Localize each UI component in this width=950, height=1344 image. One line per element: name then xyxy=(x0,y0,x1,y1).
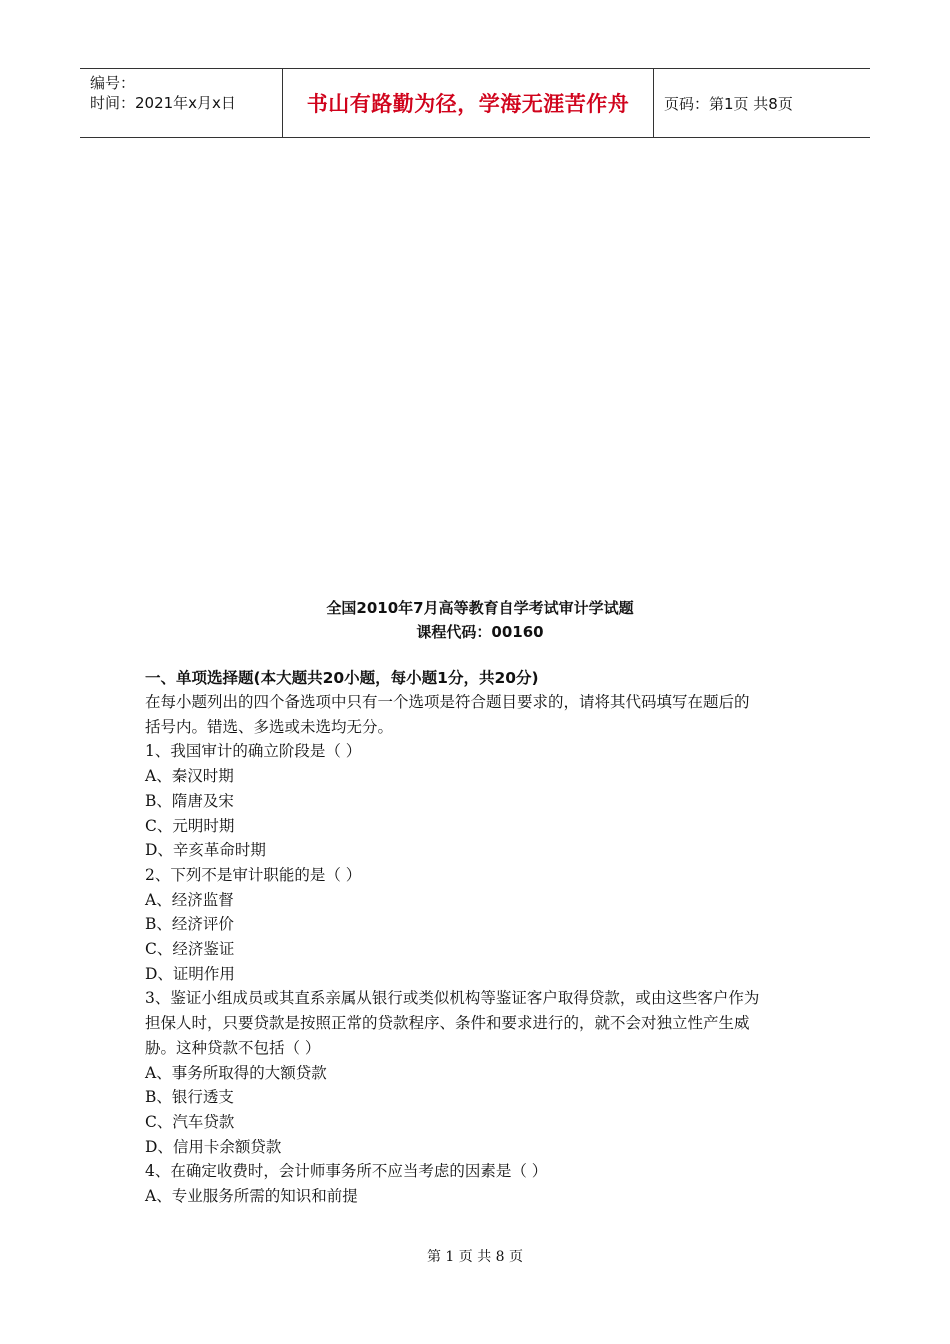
exam-title: 全国2010年7月高等教育自学考试审计学试题 xyxy=(326,599,634,617)
section-heading: 一、单项选择题(本大题共20小题，每小题1分，共20分) xyxy=(145,669,539,687)
page-footer xyxy=(0,1246,950,1266)
question-1-option-d: D、辛亥革命时期 xyxy=(145,841,266,860)
instruction-line: 在每小题列出的四个备选项中只有一个选项是符合题目要求的，请将其代码填写在题后的 xyxy=(145,693,750,711)
question-3-option-c: C、汽车贷款 xyxy=(145,1112,235,1131)
question-1-option-a: A、秦汉时期 xyxy=(145,767,234,786)
question-2-option-c: C、经济鉴证 xyxy=(145,940,235,959)
question-4-stem: 4、在确定收费时，会计师事务所不应当考虑的因素是（ ） xyxy=(145,1162,548,1181)
instruction-line: 括号内。错选、多选或未选均无分。 xyxy=(145,717,394,736)
question-2-stem: 2、下列不是审计职能的是（ ） xyxy=(145,865,362,884)
document-date: 时间：2021年x月x日 xyxy=(90,94,236,112)
question-2-option-d: D、证明作用 xyxy=(145,964,235,983)
document-body xyxy=(145,596,815,1209)
question-3-stem-line: 胁。这种贷款不包括（ ） xyxy=(145,1038,321,1057)
question-1-stem: 1、我国审计的确立阶段是（ ） xyxy=(145,742,362,761)
question-3-option-d: D、信用卡余额贷款 xyxy=(145,1137,282,1156)
question-1-option-b: B、隋唐及宋 xyxy=(145,791,234,810)
question-3-stem-line: 3、鉴证小组成员或其直系亲属从银行或类似机构等鉴证客户取得贷款，或由这些客户作为 xyxy=(145,989,760,1008)
question-3-option-a: A、事务所取得的大额贷款 xyxy=(145,1063,327,1082)
footer-page-number: 第 1 页 共 8 页 xyxy=(426,1249,524,1265)
question-1-option-c: C、元明时期 xyxy=(145,816,235,835)
motto-text: 书山有路勤为径，学海无涯苦作舟 xyxy=(306,92,630,116)
document-number-label: 编号： xyxy=(90,74,136,92)
question-2-option-b: B、经济评价 xyxy=(145,915,234,934)
question-3-option-b: B、银行透支 xyxy=(145,1088,234,1107)
course-code: 课程代码：00160 xyxy=(416,623,544,641)
header-motto-cell xyxy=(282,69,654,137)
header-meta xyxy=(80,69,282,137)
page-header xyxy=(80,68,870,138)
question-4-option-a: A、专业服务所需的知识和前提 xyxy=(145,1187,358,1206)
page-info-text: 页码：第1页 共8页 xyxy=(664,94,793,113)
question-2-option-a: A、经济监督 xyxy=(145,890,234,909)
question-3-stem-line: 担保人时，只要贷款是按照正常的贷款程序、条件和要求进行的，就不会对独立性产生威 xyxy=(145,1014,750,1033)
header-page-info xyxy=(654,69,870,137)
